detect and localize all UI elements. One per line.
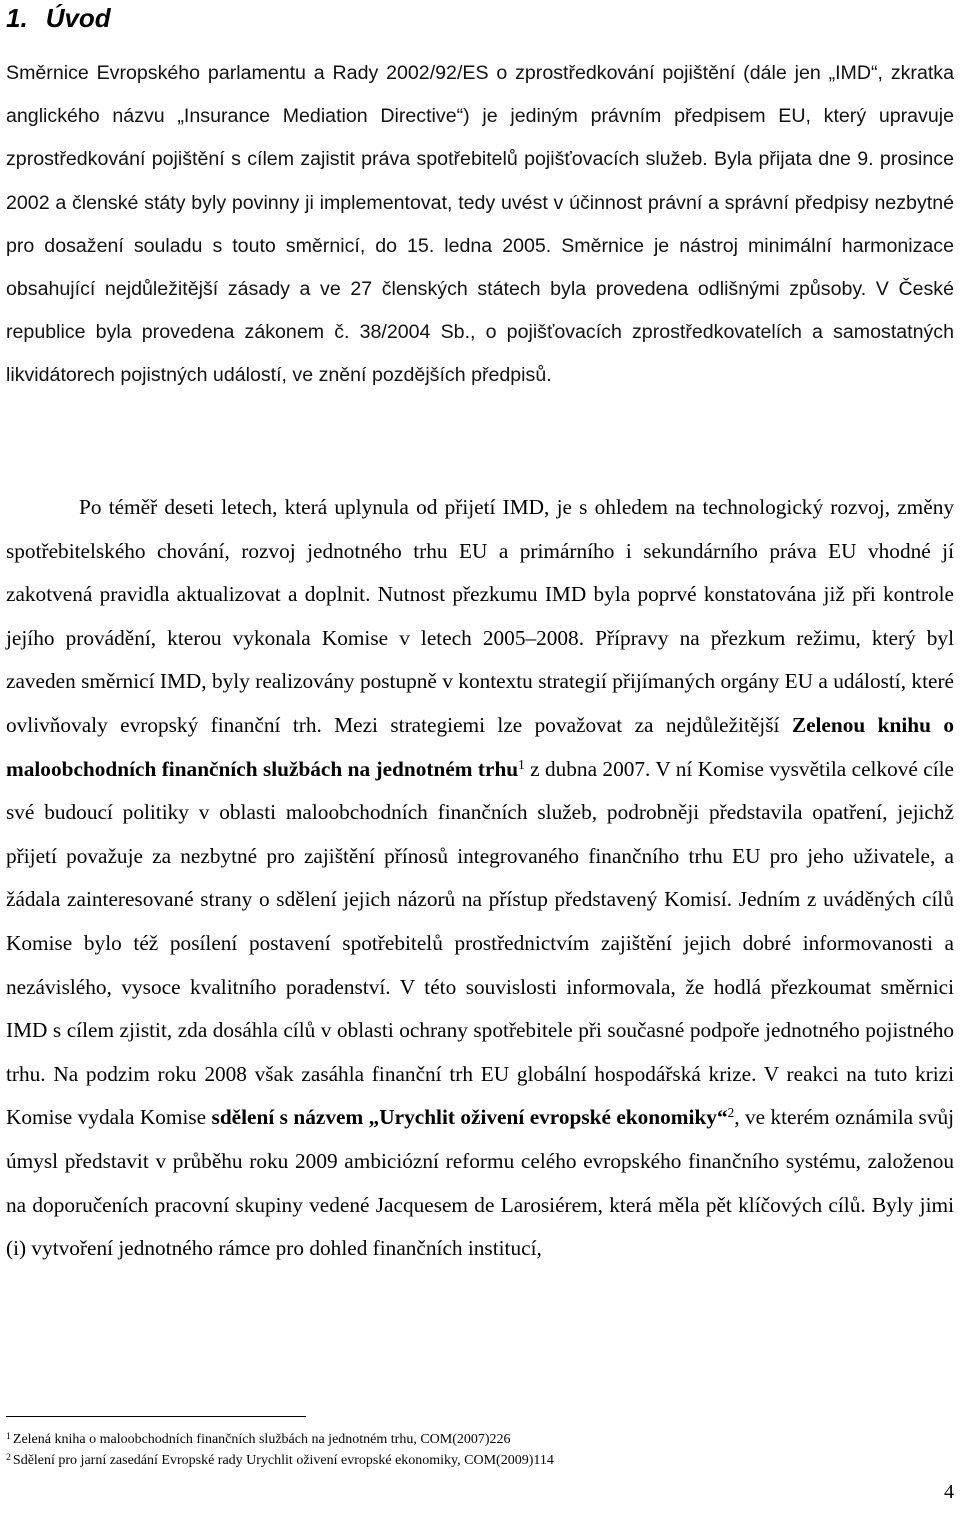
footnote-1-marker: 1: [6, 1430, 11, 1442]
section-title: Úvod: [45, 3, 111, 33]
footnote-1: [6, 1429, 906, 1450]
footnote-2-marker: 2: [6, 1451, 11, 1463]
body-text-part-1: Po téměř deseti letech, která uplynula od přijetí IMD, je s ohledem na technologický rozvoj, změny spotřebitelského chování, rozvoj jednotného trhu EU a primárního i sekundárního práva EU vhodné jí zakotvená pravidla aktualizovat a doplnit. Nutnost přezkumu IMD byla poprvé konstatována již při kontrole jejího provádění, kterou vykonala Komise v letech 2005–2008. Přípravy na přezkum režimu, který byl zaveden směrnicí IMD, byly realizovány postupně v kontextu strategií přijímaných orgány EU a událostí, které ovlivňovaly evropský finanční trh. Mezi strategiemi lze považovat za nejdůležitější: [6, 495, 954, 737]
footnote-ref-2[interactable]: 2: [727, 1105, 735, 1121]
body-text-part-2: z dubna 2007. V ní Komise vysvětila celkové cíle své budoucí politiky v oblasti maloobchodních finančních služeb, podrobněji představila opatření, jejichž přijetí považuje za nezbytné pro zajištění přínosů integrovaného finančního trhu EU pro jeho uživatele, a žádala zainteresované strany o sdělení jejich názorů na přístup představený Komisí. Jedním z uváděných cílů Komise bylo též posílení postavení spotřebitelů prostřednictvím zajištění jejich dobré informovanosti a nezávislého, vysoce kvalitního poradenství. V této souvislosti informovala, že hodlá přezkoumat směrnici IMD s cílem zjistit, zda dosáhla cílů v oblasti ochrany spotřebitele při současné podpoře jednotného pojistného trhu. Na podzim roku 2008 však zasáhla finanční trh EU globální hospodářská krize. V reakci na tuto krizi Komise vydala Komise: [6, 756, 954, 1130]
page-number: 4: [944, 1481, 954, 1503]
communication-title: sdělení s názvem „Urychlit oživení evropské ekonomiky“: [211, 1105, 728, 1130]
green-paper-title: Zelenou knihu o maloobchodních finančních službách na jednotném trhu: [6, 712, 954, 781]
intro-paragraph: Směrnice Evropského parlamentu a Rady 2002/92/ES o zprostředkování pojištění (dále jen „IMD“, zkratka anglického názvu „Insurance Mediation Directive“) je jediným právním předpisem EU, který upravuje zprostředkování pojištění s cílem zajistit práva spotřebitelů pojišťovacích služeb. Byla přijata dne 9. prosince 2002 a členské státy byly povinny ji implementovat, tedy uvést v účinnost právní a správní předpisy nezbytné pro dosažení souladu s touto směrnicí, do 15. ledna 2005. Směrnice je nástroj minimální harmonizace obsahující nejdůležitější zásady a ve 27 členských státech byla provedena odlišnými způsoby. V České republice byla provedena zákonem č. 38/2004 Sb., o pojišťovacích zprostředkovatelích a samostatných likvidátorech pojistných událostí, ve znění pozdějších předpisů.: [6, 62, 954, 387]
body-paragraph: [6, 486, 954, 1271]
footnote-2: [6, 1450, 906, 1471]
body-text-part-3: , ve kterém oznámila svůj úmysl představit v průběhu roku 2009 ambiciózní reformu celého evropského finančního systému, založenou na doporučeních pracovní skupiny vedené Jacquesem de Larosiérem, která měla pět klíčových cílů. Byly jimi (i) vytvoření jednotného rámce pro dohled finančních institucí,: [6, 1105, 955, 1261]
footnote-ref-1[interactable]: 1: [518, 756, 525, 772]
footnote-separator: [6, 1416, 306, 1417]
footnote-2-text: Sdělení pro jarní zasedání Evropské rady Urychlit oživení evropské ekonomiky, COM(2009)114: [12, 1453, 554, 1468]
section-number: 1.: [6, 3, 28, 33]
footnote-1-text: Zelená kniha o maloobchodních finančních službách na jednotném trhu, COM(2007)226: [12, 1432, 511, 1447]
footnotes: [6, 1429, 906, 1471]
section-heading: [6, 0, 111, 36]
